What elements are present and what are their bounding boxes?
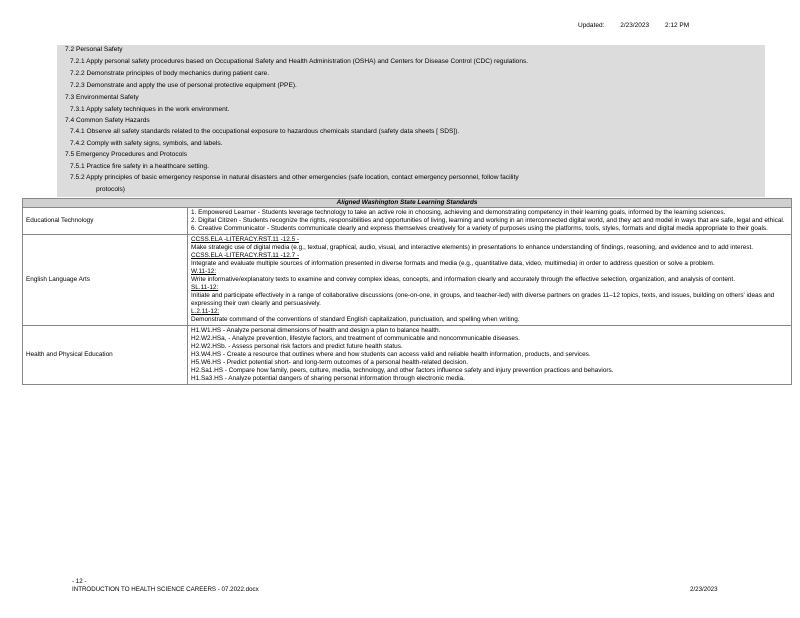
outline-item: 7.4.1 Observe all safety standards related to the occupational exposure to hazardous chemicals standard (safety data sheets [ SDS]). <box>70 128 460 135</box>
updated-stamp <box>578 22 703 30</box>
outline-item: 7.2.2 Demonstrate principles of body mechanics during patient care. <box>70 70 270 77</box>
updated-time: 2:12 PM <box>664 22 690 29</box>
outline-item: 7.4.2 Comply with safety signs, symbols, and labels. <box>70 140 223 147</box>
standard-code: L.2.11-12: <box>191 308 220 315</box>
outline-item: 7.2.1 Apply personal safety procedures based on Occupational Safety and Health Administration (OSHA) and Centers for Disease Control (CDC) regulations. <box>70 58 529 65</box>
subject-cell: Health and Physical Education <box>23 326 188 385</box>
standards-table <box>22 198 792 385</box>
updated-label: Updated: <box>578 22 605 29</box>
subject-cell: Educational Technology <box>23 208 188 235</box>
standards-cell <box>188 326 792 385</box>
standard-line: Initiate and participate effectively in a range of collaborative discussions (one-on-one, in groups, and teacher-led) with diverse partners on grades 11–12 topics, texts, and issues, building on others' ideas and expressing their own clearly and persuasively. <box>191 292 775 307</box>
subject-cell: English Language Arts <box>23 235 188 326</box>
outline-item: 7.5 Emergency Procedures and Protocols <box>65 151 188 158</box>
standard-line: H2.Sa1.HS - Compare how family, peers, culture, media, technology, and other factors influence safety and injury prevention practices and behaviors. <box>191 367 614 374</box>
document-name: INTRODUCTION TO HEALTH SCIENCE CAREERS - 07.2022.docx <box>72 585 259 593</box>
outline-item: 7.2 Personal Safety <box>65 46 123 53</box>
standard-line: Demonstrate command of the conventions of standard English capitalization, punctuation, and spelling when writing. <box>191 316 520 323</box>
footer-left <box>72 578 259 594</box>
standard-line: H1.W1.HS - Analyze personal dimensions of health and design a plan to balance health. <box>191 327 441 334</box>
standard-line: H2.W2.HSb. - Assess personal risk factors and predict future health status. <box>191 343 403 350</box>
standard-line: Integrate and evaluate multiple sources of information presented in diverse formats and media (e.g., quantitative data, video, multimedia) in order to address question or solve a problem. <box>191 260 715 267</box>
standard-line: Make strategic use of digital media (e.g., textual, graphical, audio, visual, and interactive elements) in presentations to enhance understanding of findings, reasoning, and evidence and to add interest. <box>191 244 754 251</box>
standard-line: 1. Empowered Learner - Students leverage technology to take an active role in choosing, achieving and demonstrating competency in their learning goals, informed by the learning sciences. <box>191 209 726 216</box>
standards-cell <box>188 208 792 235</box>
table-row <box>23 208 792 235</box>
standard-line: H2.W2.HSa, - Analyze prevention, lifestyle factors, and treatment of communicable and noncommunicable diseases. <box>191 335 520 342</box>
standards-heading: Aligned Washington State Learning Standards <box>23 199 792 208</box>
updated-date: 2/23/2023 <box>620 22 650 29</box>
standard-line: 2. Digital Citizen - Students recognize the rights, responsibilities and opportunities of living, learning and working in an interconnected digital world, and they act and model in ways that are safe, legal and ethical. <box>191 217 785 224</box>
outline-item: 7.4 Common Safety Hazards <box>65 117 150 124</box>
standard-code: SL.11-12: <box>191 284 219 291</box>
standard-code: CCSS.ELA -LITERACY.RST.11 -12.7 - <box>191 252 300 259</box>
standard-code: CCSS.ELA -LITERACY.RST.11 -12.5 - <box>191 236 300 243</box>
standards-cell <box>188 235 792 326</box>
outline-item: 7.3.1 Apply safety techniques in the work environment. <box>70 106 230 113</box>
table-row <box>23 235 792 326</box>
outline-item: 7.3 Environmental Safety <box>65 94 139 101</box>
standard-line: H1.Sa3.HS - Analyze potential dangers of sharing personal information through electronic media. <box>191 375 465 382</box>
standard-code: W.11-12: <box>191 268 217 275</box>
standard-line: 6. Creative Communicator - Students communicate clearly and express themselves creatively for a variety of purposes using the platforms, tools, styles, formats and digital media appropriate to their goals. <box>191 225 768 232</box>
table-row <box>23 326 792 385</box>
footer-date: 2/23/2023 <box>690 586 718 593</box>
standard-line: H3.W4.HS - Create a resource that outlines where and how students can access valid and reliable health information, products, and services. <box>191 351 591 358</box>
standard-line: Write informative/explanatory texts to examine and convey complex ideas, concepts, and information clearly and accurately through the effective selection, organization, and analysis of content. <box>191 276 735 283</box>
standard-line: H5.W6.HS - Predict potential short- and long-term outcomes of a personal health-related decision. <box>191 359 469 366</box>
page-number: - 12 - <box>72 578 87 585</box>
outline-item: 7.5.2 Apply principles of basic emergency response in natural disasters and other emergencies (safe location, contact emergency personnel, follow facility <box>70 174 519 181</box>
outline-item: protocols) <box>96 186 125 193</box>
outline-item: 7.5.1 Practice fire safety in a healthcare setting. <box>70 163 209 170</box>
outline-item: 7.2.3 Demonstrate and apply the use of personal protective equipment (PPE). <box>70 82 297 89</box>
